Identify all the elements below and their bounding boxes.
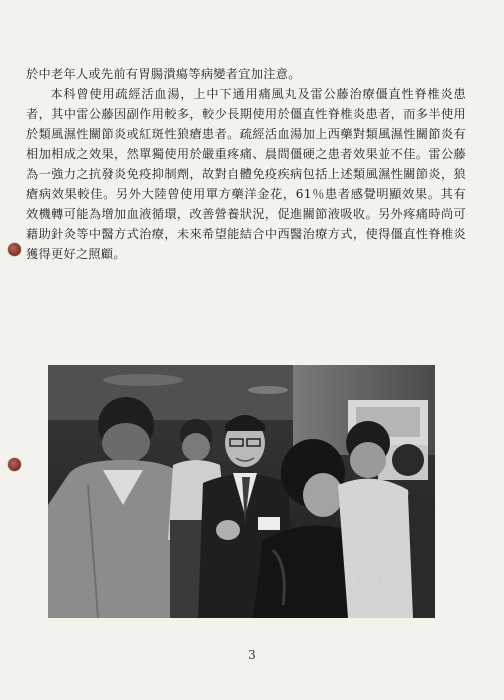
photo-date-stamp: '97 4 <box>347 577 383 588</box>
page-number: 3 <box>248 648 256 662</box>
punch-hole-bottom <box>8 458 21 471</box>
paragraph-treatment: 本科曾使用疏經活血湯，上中下通用痛風丸及雷公藤治療僵直性脊椎炎患者，其中雷公藤因副作用較多，較少長期使用於僵直性脊椎炎患者，而多半使用於類風濕性關節炎或紅斑性狼瘡患者。疏經活血湯加上西藥對類風濕性關節炎有相加相成之效果，然單獨使用於嚴重疼痛、晨間僵硬之患者效果並不佳。雷公藤為一強力之抗發炎免疫抑制劑，故對自體免疫疾病包括上述類風濕性關節炎，狼瘡病效果較佳。另外大陸曾使用單方藥洋金花，61％患者感覺明顯效果。其有效機轉可能為增加血液循環，改善營養狀況，促進關節液吸收。另外疼痛時尚可藉助針灸等中醫方式治療，未來希望能結合中西醫治療方式，使得僵直性脊椎炎獲得更好之照顧。 <box>26 87 466 261</box>
event-photo <box>48 365 435 618</box>
paragraph-continuation: 於中老年人或先前有胃腸潰瘍等病變者宜加注意。 <box>26 67 301 81</box>
punch-hole-top <box>8 243 21 256</box>
body-text <box>26 64 466 264</box>
